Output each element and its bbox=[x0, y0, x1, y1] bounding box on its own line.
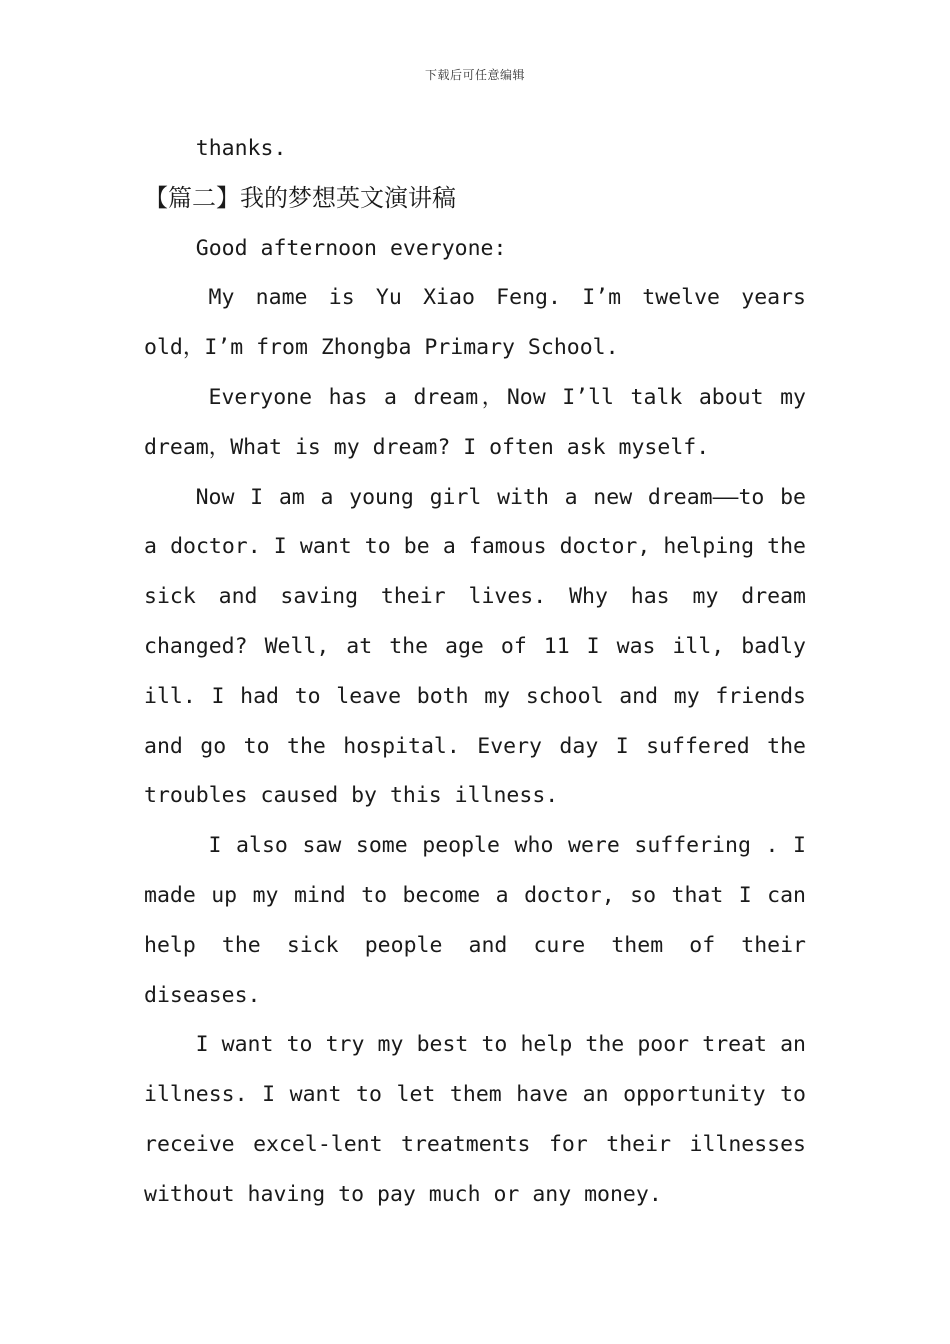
text-line: Good afternoon everyone: bbox=[144, 235, 507, 261]
text-line: troubles caused by this illness. bbox=[144, 783, 559, 809]
text-line: thanks. bbox=[144, 136, 287, 161]
page-header-note: 下载后可任意编辑 bbox=[424, 68, 525, 82]
text-line: changed? Well, at the age of 11 I was ill, badly bbox=[144, 633, 806, 659]
text-line: ill. I had to leave both my school and my friends bbox=[144, 683, 806, 709]
text-line: My name is Yu Xiao Feng. I’m twelve years bbox=[208, 285, 806, 311]
text-line: old，I’m from Zhongba Primary School. bbox=[144, 335, 619, 361]
text-line: made up my mind to become a doctor, so that I can bbox=[144, 882, 806, 908]
text-line: illness. I want to let them have an opportunity to bbox=[144, 1082, 806, 1108]
text-line: diseases. bbox=[144, 982, 261, 1008]
text-line: and go to the hospital. Every day I suffered the bbox=[144, 733, 806, 759]
text-line: help the sick people and cure them of their bbox=[144, 932, 806, 958]
text-line: Everyone has a dream，Now I’ll talk about my bbox=[208, 384, 806, 410]
text-line: Now I am a young girl with a new dream——to be bbox=[195, 484, 806, 510]
text-line: I want to try my best to help the poor treat an bbox=[195, 1032, 806, 1058]
document-body bbox=[144, 124, 806, 1220]
section-heading: 【篇二】我的梦想英文演讲稿 bbox=[144, 183, 456, 212]
text-line: without having to pay much or any money. bbox=[144, 1181, 662, 1207]
text-line: dream，What is my dream? I often ask myself. bbox=[144, 434, 710, 460]
text-line: receive excel-lent treatments for their illnesses bbox=[144, 1131, 806, 1157]
text-line: I also saw some people who were suffering . I bbox=[208, 833, 806, 859]
text-line: a doctor. I want to be a famous doctor, helping the bbox=[144, 534, 806, 560]
text-line: sick and saving their lives. Why has my dream bbox=[144, 584, 806, 610]
